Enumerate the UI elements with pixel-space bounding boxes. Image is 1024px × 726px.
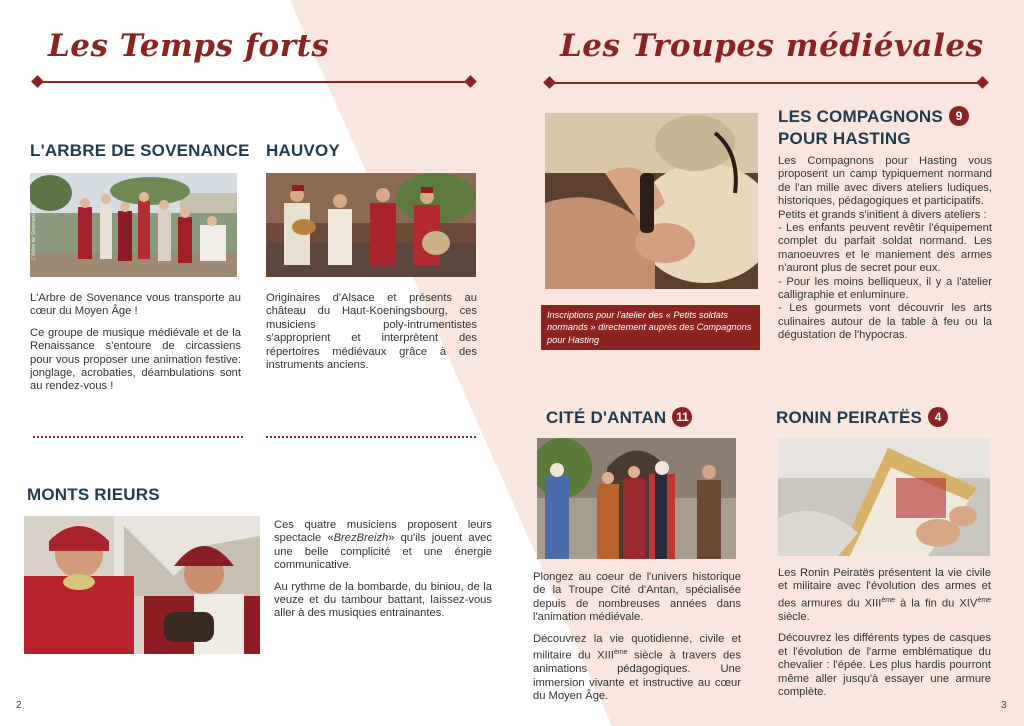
monts-paragraph-2: Au rythme de la bombarde, du biniou, de la veuze et du tambour battant, laissez-vous aller à des musiques entrainantes. bbox=[274, 580, 492, 620]
arbre-photo bbox=[30, 173, 237, 277]
arbre-text bbox=[30, 292, 241, 402]
monts-p1-emphasis: BrezBreizh bbox=[333, 532, 389, 545]
cite-heading bbox=[546, 407, 692, 428]
left-title-rule bbox=[40, 81, 470, 83]
compagnons-text bbox=[778, 155, 992, 343]
ronin-p1-sup2: ème bbox=[977, 596, 992, 604]
ronin-heading bbox=[776, 407, 948, 428]
dotted-separator-right bbox=[266, 436, 476, 438]
cite-badge: 11 bbox=[672, 407, 692, 427]
hauvoy-text bbox=[266, 292, 477, 380]
cite-p2-before: Découvrez la vie quotidienne, civile et militaire du XIII bbox=[533, 632, 741, 662]
compagnons-heading-line2: POUR HASTING bbox=[778, 129, 911, 148]
arbre-heading: L'ARBRE DE SOVENANCE bbox=[30, 141, 250, 160]
compagnons-heading bbox=[778, 106, 969, 150]
ronin-p1-c: siècle. bbox=[778, 610, 810, 623]
ronin-p1-a: Les Ronin Peiratës présentent la vie civile et militaire avec l'évolution des armes et des armures du XIII bbox=[778, 567, 991, 610]
ronin-photo bbox=[778, 438, 990, 556]
left-page-number: 2 bbox=[16, 700, 22, 711]
compagnons-line-3: - Les enfants peuvent revêtir l'équipement complet du parfait soldat normand. Les manoeuvres et le maniement des armes n'auront plus de secret pour eux. bbox=[778, 222, 992, 275]
right-page-number: 3 bbox=[1001, 700, 1007, 711]
monts-p1-after: » qu'ils jouent avec une belle complicité et une énergie communicative. bbox=[274, 532, 492, 572]
ronin-paragraph-1 bbox=[778, 567, 991, 624]
left-page-title: Les Temps forts bbox=[48, 28, 330, 64]
compagnons-line-1: Les Compagnons pour Hasting vous proposent un camp typiquement normand de l'an mille avec divers ateliers ludiques, historiques, pédagogiques et participatifs. bbox=[778, 155, 992, 208]
ronin-badge: 4 bbox=[928, 407, 948, 427]
hauvoy-photo bbox=[266, 173, 476, 277]
right-page-title: Les Troupes médiévales bbox=[560, 28, 984, 64]
arbre-photo-credit: L'Arbre de Sovenance © bbox=[31, 203, 37, 260]
arbre-paragraph-1: L'Arbre de Sovenance vous transporte au cœur du Moyen Âge ! bbox=[30, 292, 241, 318]
monts-paragraph-1 bbox=[274, 519, 492, 573]
cite-paragraph-1: Plongez au coeur de l'univers historique de la Troupe Cité d'Antan, spécialisée depuis de nombreuses années dans l'animation médiévale. bbox=[533, 571, 741, 624]
compagnons-caption: Inscriptions pour l'atelier des « Petits soldats normands » directement auprès des Compagnons pour Hasting bbox=[541, 305, 760, 350]
cite-text bbox=[533, 571, 741, 711]
ronin-p1-b: à la fin du XIV bbox=[895, 597, 978, 610]
cite-heading-text: CITÉ D'ANTAN bbox=[546, 408, 667, 427]
right-title-rule bbox=[552, 82, 982, 84]
compagnons-photo bbox=[545, 113, 758, 289]
cite-p2-after: siècle à travers des animations pédagogiques. Une immersion vivante et instructive au cœur du Moyen Âge. bbox=[533, 649, 741, 702]
compagnons-line-2: Petits et grands s'initient à divers ateliers : bbox=[778, 208, 987, 221]
compagnons-line-4: - Pour les moins belliqueux, il y a l'atelier calligraphie et enluminure. bbox=[778, 275, 992, 302]
monts-p1-before: Ces quatre musiciens proposent leurs spectacle « bbox=[274, 519, 492, 545]
cite-photo bbox=[537, 438, 736, 559]
cite-paragraph-2 bbox=[533, 633, 741, 704]
ronin-text bbox=[778, 567, 991, 707]
ronin-heading-text: RONIN PEIRATËS bbox=[776, 408, 923, 427]
hauvoy-heading: HAUVOY bbox=[266, 141, 340, 160]
ronin-paragraph-2: Découvrez les différents types de casques et l'évolution de l'arme emblématique du chevalier : l'épée. Les plus hardis pourront même aller jusqu'à essayer une armure complète. bbox=[778, 632, 991, 698]
hauvoy-paragraph-1: Originaires d'Alsace et présents au château du Haut-Koeningsbourg, ces musiciens poly-intrumentistes s'approprient et interprètent des répertoires médiévaux grâce à des instruments anciens. bbox=[266, 292, 477, 372]
cite-p2-sup: ème bbox=[613, 649, 628, 657]
monts-photo bbox=[24, 516, 260, 654]
compagnons-line-5: - Les gourmets vont découvrir les arts culinaires autour de la table à feu ou la dégustation de l'hypocras. bbox=[778, 302, 992, 342]
compagnons-heading-line1: LES COMPAGNONS bbox=[778, 107, 943, 126]
monts-text bbox=[274, 519, 492, 629]
arbre-paragraph-2: Ce groupe de musique médiévale et de la Renaissance s'entoure de circassiens pour vous proposer une animation festive: jonglage, acrobaties, déambulations sont au rendez-vous ! bbox=[30, 326, 241, 393]
monts-heading: MONTS RIEURS bbox=[27, 485, 160, 504]
ronin-p1-sup1: ème bbox=[881, 596, 896, 604]
compagnons-badge: 9 bbox=[949, 106, 969, 126]
dotted-separator-left bbox=[33, 436, 243, 438]
